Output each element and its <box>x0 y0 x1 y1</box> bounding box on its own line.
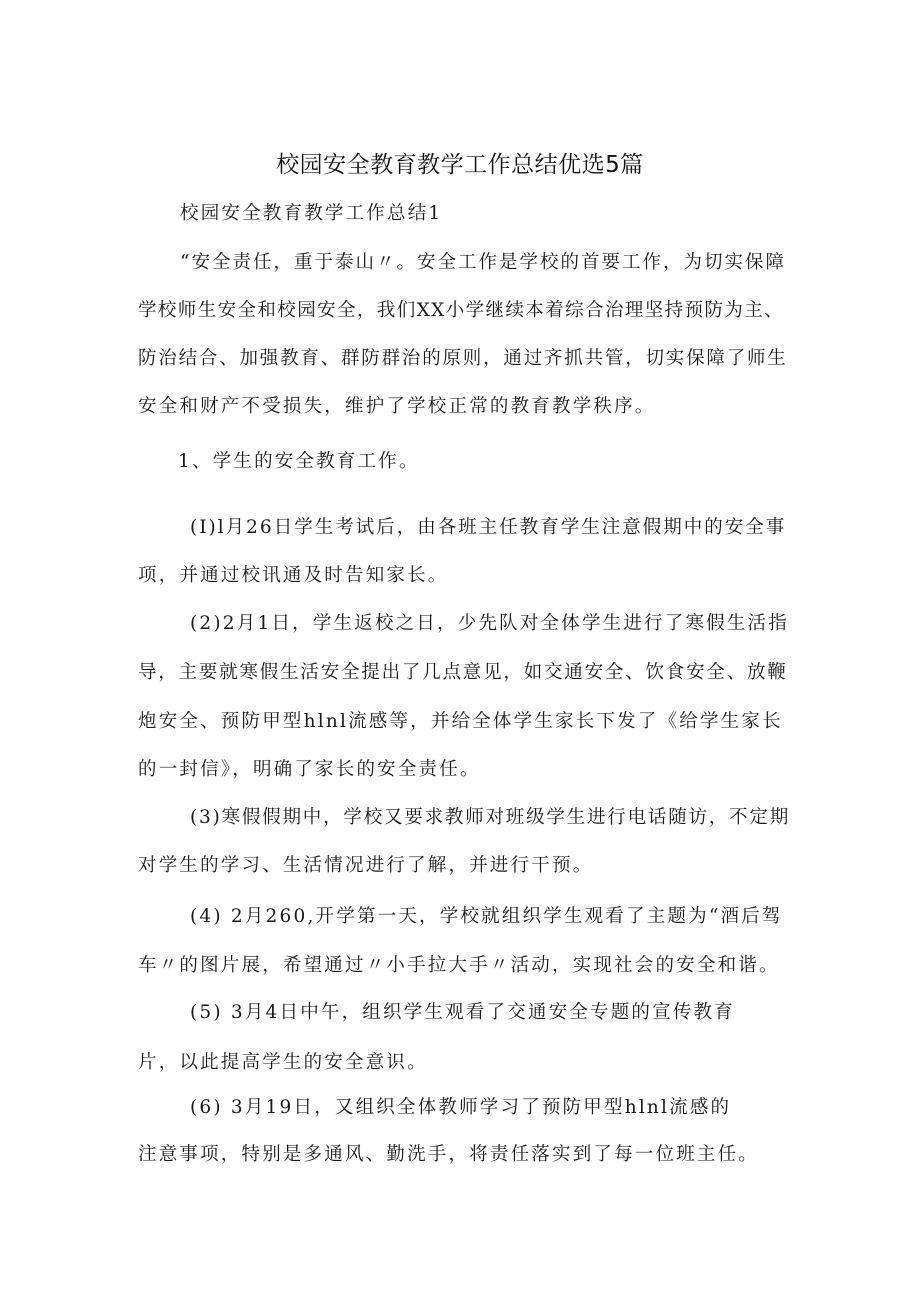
body-line: 项，并通过校讯通及时告知家长。 <box>138 565 449 586</box>
body-line: (I)l月26日学生考试后，由各班主任教育学生注意假期中的安全事 <box>190 517 787 538</box>
body-line: 注意事项，特别是多通风、勤洗手，将责任落实到了每一位班主任。 <box>138 1144 760 1165</box>
body-line: (5) 3月4日中午，组织学生观看了交通安全专题的宣传教育 <box>190 1002 735 1023</box>
body-line: (3)寒假假期中，学校又要求教师对班级学生进行电话随访，不定期 <box>190 807 791 828</box>
body-line: 片，以此提高学生的安全意识。 <box>138 1052 428 1073</box>
body-line: 1、学生的安全教育工作。 <box>178 451 420 472</box>
body-line: 安全和财产不受损失，维护了学校正常的教育教学秩序。 <box>138 396 656 417</box>
body-line: (2)2月1日，学生返校之日，少先队对全体学生进行了寒假生活指 <box>190 613 789 634</box>
body-line: 炮安全、预防甲型hlnl流感等，并给全体学生家长下发了《给学生家长 <box>138 711 783 732</box>
body-line: 导，主要就寒假生活安全提出了几点意见，如交通安全、饮食安全、放鞭 <box>138 662 788 683</box>
body-line: 学校师生安全和校园安全，我们XX小学继续本着综合治理坚持预防为主、 <box>138 300 785 321</box>
body-line: 防治结合、加强教育、群防群治的原则，通过齐抓共管，切实保障了师生 <box>138 348 788 369</box>
body-line: (4) 2月260,开学第一天，学校就组织学生观看了主题为“酒后驾 <box>190 906 783 927</box>
document-title: 校园安全教育教学工作总结优选5篇 <box>276 152 644 178</box>
body-line: 车〃的图片展，希望通过〃小手拉大手〃活动，实现社会的安全和谐。 <box>138 955 780 976</box>
body-line: 对学生的学习、生活情况进行了解，并进行干预。 <box>138 855 594 876</box>
body-line: 的一封信》，明确了家长的安全责任。 <box>138 759 481 780</box>
body-line: (6) 3月19日，又组织全体教师学习了预防甲型hlnl流感的 <box>190 1097 732 1118</box>
body-line: “安全责任，重于泰山〃。安全工作是学校的首要工作，为切实保障 <box>180 252 786 273</box>
section-heading: 校园安全教育教学工作总结1 <box>180 203 443 224</box>
